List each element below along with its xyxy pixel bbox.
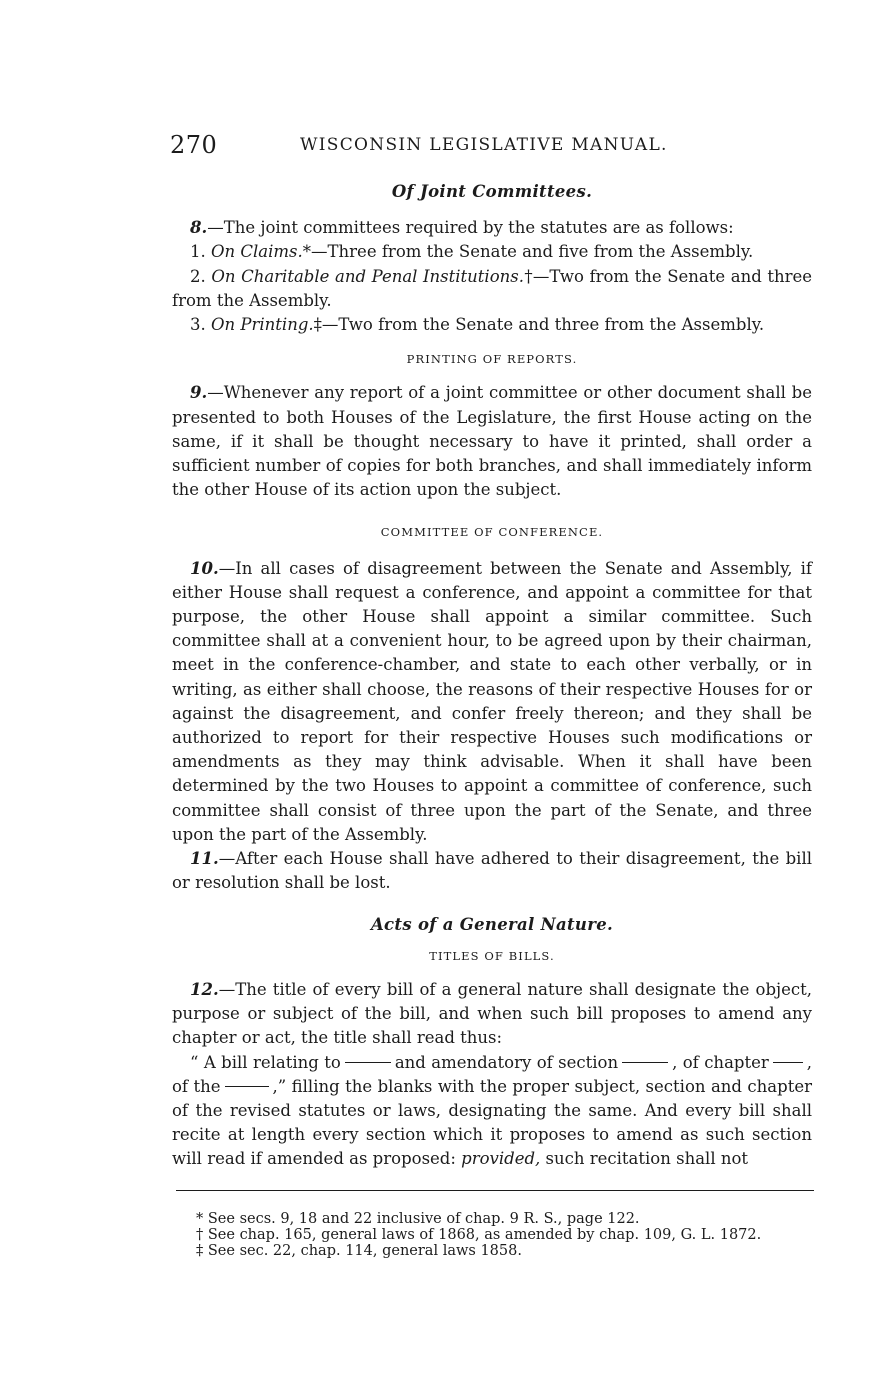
rule-10 (172, 557, 812, 847)
item-number: 2. (190, 266, 206, 286)
running-title: WISCONSIN LEGISLATIVE MANUAL. (300, 135, 668, 155)
footnote-marker: * (302, 242, 312, 262)
subheading-committee-of-conference: COMMITTEE OF CONFERENCE. (380, 525, 604, 540)
page-number: 270 (170, 131, 218, 159)
rule-8 (172, 216, 812, 240)
page-header (170, 131, 810, 165)
item-name: On Printing. (211, 315, 314, 335)
rule-number: 11. (190, 849, 219, 869)
rule-text: —Whenever any report of a joint committee or other document shall be presented to both Houses of the Legislature, the first House acting on the same, if it shall be thought necessary to have it printed, shall order a sufficient number of copies for both branches, and shall immediately inform the other House of its action upon the subject. (172, 383, 812, 500)
subheading-printing-of-reports: PRINTING OF REPORTS. (406, 352, 578, 367)
footnote: † See chap. 165, general laws of 1868, as amended by chap. 109, G. L. 1872. (196, 1227, 762, 1243)
rule-text: —In all cases of disagreement between the Senate and Assembly, if either House shall request a conference, and appoint a committee for that purpose, the other House shall appoint a similar committee. Such committee shall at a convenient hour, to be agreed upon by their chairman, meet in the conference-chamber, and state to each other verbally, or in writing, as either shall choose, the reasons of their respective Houses for or against the disagreement, and confer freely thereon; and they shall be authorized to report for their respective Houses such modifications or amendments as they may think advisable. When it shall have been determined by the two Houses to appoint a committee of conference, such committee shall consist of three upon the part of the Senate, and three upon the part of the Assembly. (172, 558, 812, 844)
rule-text: —The title of every bill of a general nature shall designate the object, purpose or subject of the bill, and when such bill proposes to amend any chapter or act, the title shall read thus: (172, 979, 812, 1048)
subheading-titles-of-bills: TITLES OF BILLS. (429, 948, 555, 963)
item-number: 1. (190, 242, 206, 262)
form-text: , of chapter (672, 1052, 769, 1072)
rule-9 (172, 381, 812, 502)
rule-11 (172, 847, 812, 895)
rule-number: 8. (190, 218, 208, 238)
main-text (172, 180, 812, 1172)
form-text: , (806, 1052, 812, 1072)
blank-line (773, 1062, 803, 1063)
rule-number: 12. (190, 979, 219, 999)
form-text: and amendatory of section (394, 1052, 619, 1072)
joint-committee-item (172, 240, 812, 264)
form-text: such recitation shall not (545, 1149, 749, 1169)
joint-committee-item (172, 265, 812, 313)
item-name: On Claims. (211, 242, 303, 262)
blank-line (225, 1086, 269, 1087)
joint-committee-item (172, 313, 812, 337)
form-text: ,” filling the blanks with the proper subject, section and chapter of the revised statutes or laws, designating the same. And every bill shall recite at length every section which it proposes to amend as such section will read if amended as proposed: (172, 1076, 812, 1169)
footnote-marker: † (524, 266, 533, 286)
item-text: —Two from the Senate and three from the Assembly. (172, 266, 813, 310)
footnote: ‡ See sec. 22, chap. 114, general laws 1858. (196, 1243, 522, 1259)
form-text: of the (172, 1076, 221, 1096)
form-text: “ A bill relating to (190, 1052, 341, 1072)
rule-text: —The joint committees required by the statutes are as follows: (207, 218, 734, 238)
section-heading-joint-committees: Of Joint Committees. (391, 182, 593, 201)
provided-word: provided, (461, 1149, 541, 1169)
blank-line (345, 1062, 391, 1063)
rule-number: 9. (190, 383, 208, 403)
rule-number: 10. (190, 558, 219, 578)
item-number: 3. (190, 315, 206, 335)
bill-title-form (172, 1051, 812, 1172)
blank-line (622, 1062, 668, 1063)
item-text: —Two from the Senate and three from the Assembly. (321, 315, 765, 335)
footnote-marker: ‡ (313, 315, 322, 335)
footnote: * See secs. 9, 18 and 22 inclusive of chap. 9 R. S., page 122. (196, 1211, 640, 1227)
footnotes (176, 1190, 814, 1259)
item-name: On Charitable and Penal Institutions. (211, 266, 524, 286)
section-heading-general-acts: Acts of a General Nature. (370, 915, 614, 935)
rule-12 (172, 978, 812, 1051)
rule-text: —After each House shall have adhered to their disagreement, the bill or resolution shall be lost. (172, 849, 812, 893)
item-text: —Three from the Senate and five from the Assembly. (311, 242, 754, 262)
